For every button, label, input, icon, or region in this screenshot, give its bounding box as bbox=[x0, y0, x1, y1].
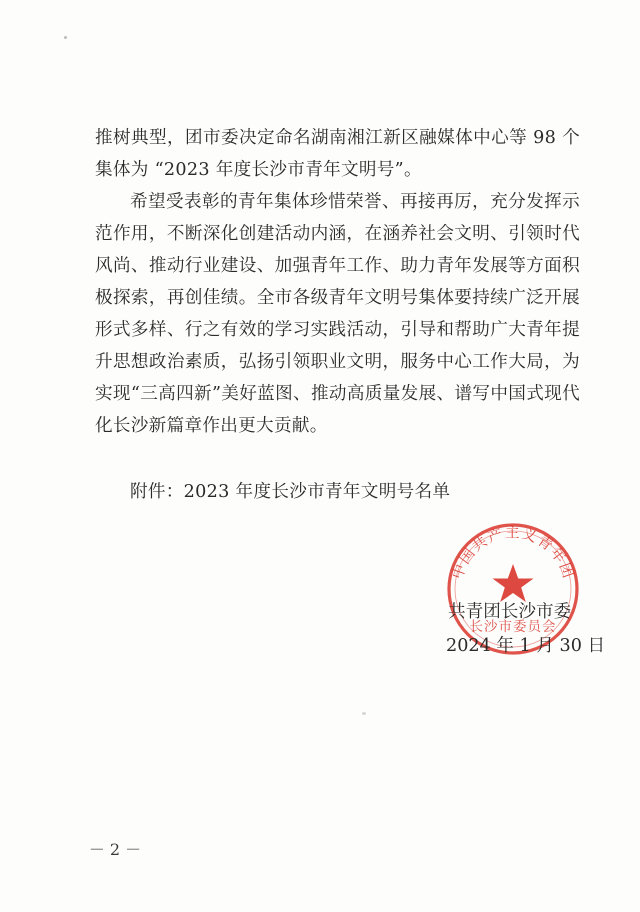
issuer-name: 共青团长沙市委 bbox=[448, 602, 572, 622]
seal-outer-text: 中国共产主义青年团 bbox=[449, 525, 577, 582]
scan-speck bbox=[362, 712, 366, 715]
page-number: － 2 － bbox=[88, 840, 142, 859]
body-paragraph-1: 推树典型，团市委决定命名湖南湘江新区融媒体中心等 98 个集体为 “2023 年度长沙市青年文明号”。 bbox=[95, 128, 580, 180]
scan-speck bbox=[64, 36, 67, 39]
body-paragraph-2: 希望受表彰的青年集体珍惜荣誉、再接再厉，充分发挥示范作用，不断深化创建活动内涵，在涵养社会文明、引领时代风尚、推动行业建设、加强青年工作、助力青年发展等方面积极探索，再创佳绩。全市各级青年文明号集体要持续广泛开展形式多样、行之有效的学习实践活动，引导和帮助广大青年提升思想政治素质，弘扬引领职业文明，服务中心工作大局，为实现“三高四新”美好蓝图、推动高质量发展、谱写中国式现代化长沙新篇章作出更大贡献。 bbox=[95, 192, 580, 436]
seal-inner-text: 长沙市委员会 bbox=[469, 619, 557, 635]
issue-date: 2024 年 1 月 30 日 bbox=[446, 636, 606, 656]
attachment-line: 附件：2023 年度长沙市青年文明号名单 bbox=[130, 482, 451, 502]
